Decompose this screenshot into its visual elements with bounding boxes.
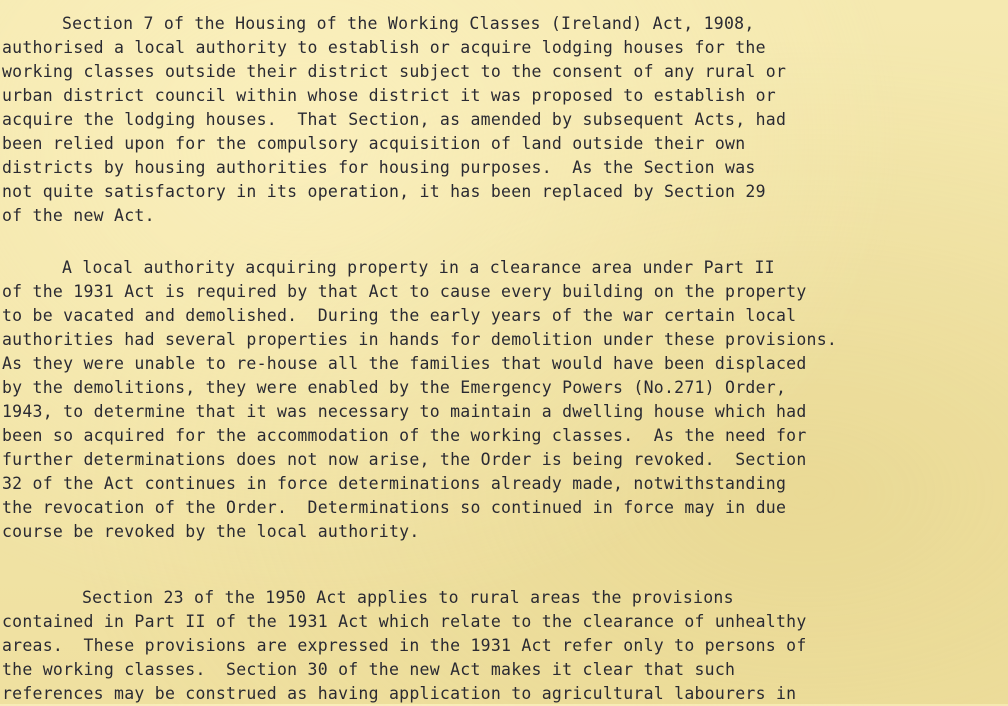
paragraph-1-line-7: districts by housing authorities for housing purposes. As the Section was (2, 158, 756, 177)
paragraph-1-line-1: Section 7 of the Housing of the Working Classes (Ireland) Act, 1908, (62, 14, 755, 33)
paragraph-2-line-9: further determinations does not now arise, the Order is being revoked. Section (2, 450, 807, 469)
paragraph-1-line-4: urban district council within whose district it was proposed to establish or (2, 86, 776, 105)
paragraph-3-line-4: the working classes. Section 30 of the new Act makes it clear that such (2, 660, 736, 679)
paragraph-1-line-5: acquire the lodging houses. That Section, as amended by subsequent Acts, had (2, 110, 787, 129)
paragraph-1-line-6: been relied upon for the compulsory acquisition of land outside their own (2, 134, 746, 153)
paragraph-3-line-3: areas. These provisions are expressed in the 1931 Act refer only to persons of (2, 636, 807, 655)
paragraph-2-line-3: to be vacated and demolished. During the early years of the war certain local (2, 306, 797, 325)
paragraph-2-line-1: A local authority acquiring property in a clearance area under Part II (62, 258, 775, 277)
paragraph-3-line-1: Section 23 of the 1950 Act applies to rural areas the provisions (82, 588, 734, 607)
paragraph-2-line-4: authorities had several properties in hands for demolition under these provisions. (2, 330, 838, 349)
paragraph-1-line-9: of the new Act. (2, 206, 155, 225)
paragraph-2-line-11: the revocation of the Order. Determinations so continued in force may in due (2, 498, 787, 517)
paragraph-2-line-7: 1943, to determine that it was necessary to maintain a dwelling house which had (2, 402, 807, 421)
paragraph-2-line-8: been so acquired for the accommodation of the working classes. As the need for (2, 426, 807, 445)
paragraph-3-line-5: references may be construed as having application to agricultural labourers in (2, 684, 797, 703)
paragraph-3-line-2: contained in Part II of the 1931 Act which relate to the clearance of unhealthy (2, 612, 807, 631)
paragraph-1-line-8: not quite satisfactory in its operation, it has been replaced by Section 29 (2, 182, 766, 201)
paragraph-2-line-5: As they were unable to re-house all the families that would have been displaced (2, 354, 807, 373)
paragraph-2-line-2: of the 1931 Act is required by that Act to cause every building on the property (2, 282, 807, 301)
paragraph-2-line-12: course be revoked by the local authority. (2, 522, 420, 541)
paragraph-1-line-3: working classes outside their district subject to the consent of any rural or (2, 62, 787, 81)
paragraph-2-line-10: 32 of the Act continues in force determinations already made, notwithstanding (2, 474, 787, 493)
paragraph-2-line-6: by the demolitions, they were enabled by the Emergency Powers (No.271) Order, (2, 378, 787, 397)
paragraph-1-line-2: authorised a local authority to establish or acquire lodging houses for the (2, 38, 766, 57)
